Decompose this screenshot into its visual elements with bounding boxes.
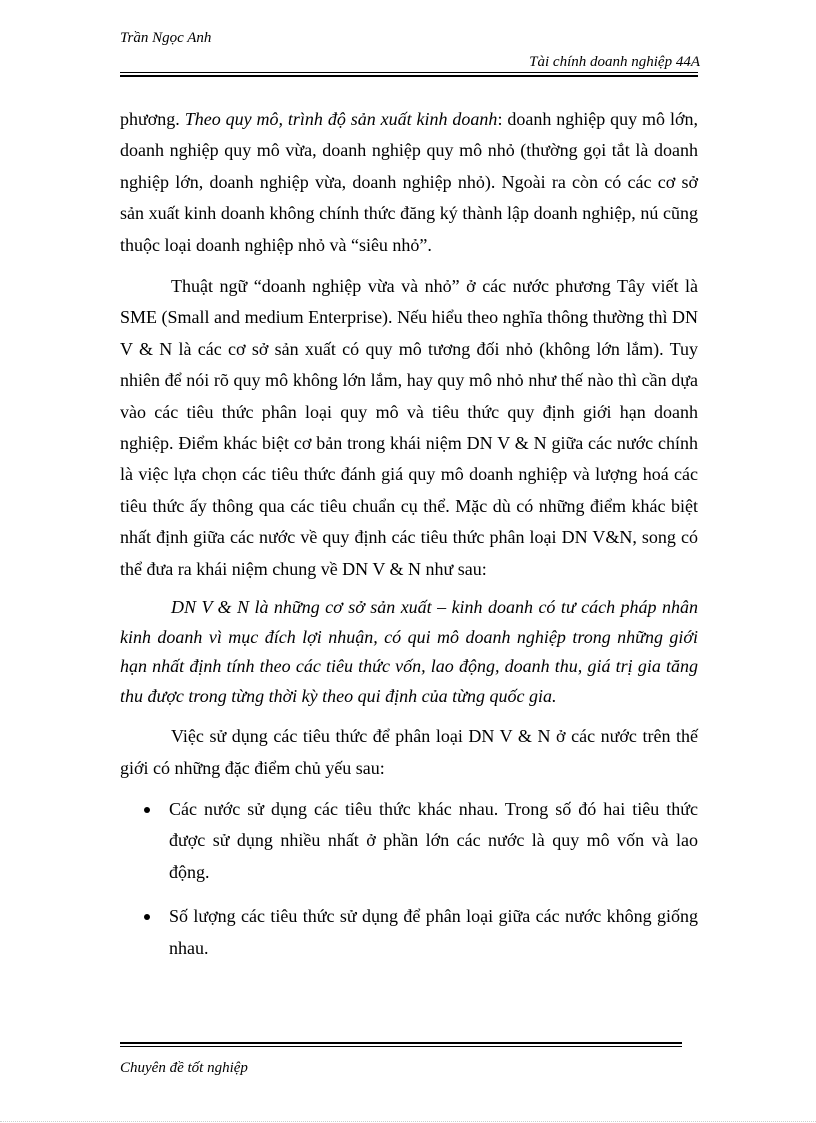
bullet-icon bbox=[144, 807, 150, 813]
list-item bbox=[120, 794, 698, 888]
list-item bbox=[120, 901, 698, 964]
paragraph-italic-term: Theo quy mô, trình độ sản xuất kinh doanh bbox=[184, 109, 498, 129]
header-rule bbox=[120, 72, 698, 77]
bullet-icon bbox=[144, 914, 150, 920]
criteria-list bbox=[120, 794, 698, 964]
paragraph-sme-term: Thuật ngữ “doanh nghiệp vừa và nhỏ” ở các nước phương Tây viết là SME (Small and medium Enterprise). Nếu hiểu theo nghĩa thông thường thì DN V & N là các cơ sở sản xuất có quy mô tương đối nhỏ (không lớn lắm). Tuy nhiên để nói rõ quy mô không lớn lắm, hay quy mô nhỏ như thế nào thì cần dựa vào các tiêu thức phân loại quy mô và tiêu thức quy định giới hạn doanh nghiệp. Điểm khác biệt cơ bản trong khái niệm DN V & N giữa các nước chính là việc lựa chọn các tiêu thức đánh giá quy mô doanh nghiệp và lượng hoá các tiêu thức ấy thông qua các tiêu chuẩn cụ thể. Mặc dù có những điểm khác biệt nhất định giữa các nước về quy định các tiêu thức phân loại DN V&N, song có thể đưa ra khái niệm chung về DN V & N như sau: bbox=[120, 276, 698, 579]
header-course-title: Tài chính doanh nghiệp 44A bbox=[529, 54, 700, 70]
paragraph-rest: : doanh nghiệp quy mô lớn, doanh nghiệp quy mô vừa, doanh nghiệp quy mô nhỏ (thường gọi tắt là doanh nghiệp lớn, doanh nghiệp vừa, doanh nghiệp nhỏ). Ngoài ra còn có các cơ sở sản xuất kinh doanh không chính thức đăng ký thành lập doanh nghiệp, nú cũng thuộc loại doanh nghiệp nhỏ và “siêu nhỏ”. bbox=[120, 109, 698, 255]
page-body bbox=[120, 104, 698, 977]
paragraph-criteria-intro: Việc sử dụng các tiêu thức để phân loại DN V & N ở các nước trên thế giới có những đặc điểm chủ yếu sau: bbox=[120, 726, 698, 778]
list-item-text: Các nước sử dụng các tiêu thức khác nhau. Trong số đó hai tiêu thức được sử dụng nhiều nhất ở phần lớn các nước là quy mô vốn và lao động. bbox=[169, 798, 698, 882]
footer-text: Chuyên đề tốt nghiệp bbox=[120, 1060, 248, 1076]
paragraph-classification bbox=[120, 104, 698, 261]
paragraph-lead: phương. bbox=[120, 109, 185, 129]
footer-rule bbox=[120, 1042, 682, 1047]
header-author: Trần Ngọc Anh bbox=[120, 30, 212, 46]
list-item-text: Số lượng các tiêu thức sử dụng để phân loại giữa các nước không giống nhau. bbox=[169, 906, 698, 958]
page-edge-divider bbox=[0, 1121, 816, 1122]
paragraph-definition: DN V & N là những cơ sở sản xuất – kinh doanh có tư cách pháp nhân kinh doanh vì mục đích lợi nhuận, có qui mô doanh nghiệp trong những giới hạn nhất định tính theo các tiêu thức vốn, lao động, doanh thu, giá trị gia tăng thu được trong từng thời kỳ theo qui định của từng quốc gia. bbox=[120, 597, 698, 706]
